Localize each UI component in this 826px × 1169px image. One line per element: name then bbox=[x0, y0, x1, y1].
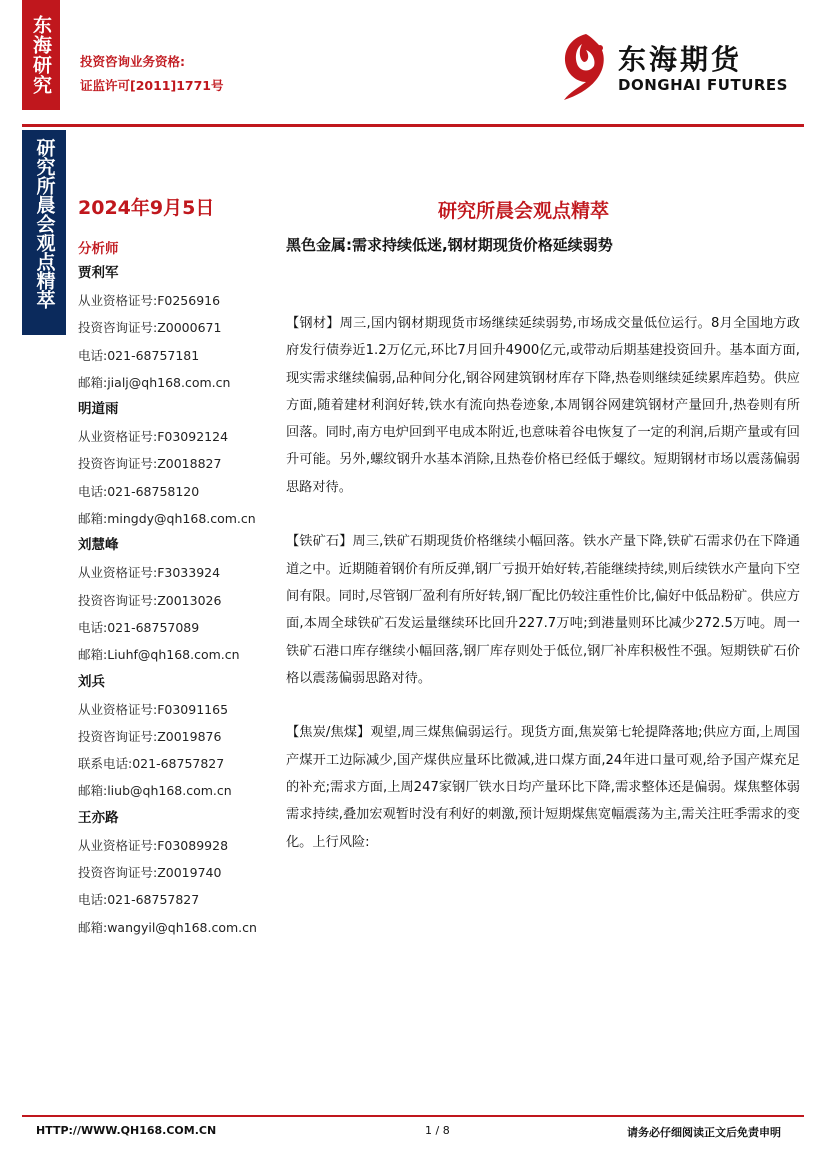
coke-coal-paragraph: 【焦炭/焦煤】观望,周三煤焦偏弱运行。现货方面,焦炭第七轮提降落地;供应方面,上周国产煤开工边际减少,国产煤供应量环比微减,进口煤方面,24年进口量可观,给予国产煤充足的补充;需求方面,上周247家钢厂铁水日均产量环比下降,需求整体还是偏弱。煤焦整体弱需求持续,叠加宏观暂时没有利好的刺激,预计短期煤焦宽幅震荡为主,需关注旺季需求的变化。上行风险: bbox=[286, 725, 800, 850]
analyst-email: 邮箱:mingdy@qh168.com.cn bbox=[78, 511, 256, 527]
analyst-consult-license: 投资咨询证号:Z0013026 bbox=[78, 592, 222, 608]
logo-chinese-name: 东海期货 bbox=[618, 43, 743, 76]
iron-ore-paragraph: 【铁矿石】周三,铁矿石期现货价格继续小幅回落。铁水产量下降,铁矿石需求仍在下降通道之中。近期随着钢价有所反弹,钢厂亏损开始好转,若能继续持续,则后续铁水产量向下空间有限。同时,尽管钢厂盈利有所好转,钢厂配比仍较注重性价比,偏好中低品粉矿。供应方面,本周全球铁矿石发运量继续环比回升227.7万吨;到港量则环比减少272.5万吨。周一铁矿石港口库存继续小幅回落,钢厂库存则处于低位,钢厂补库积极性不强。短期铁矿石价格以震荡偏弱思路对待。 bbox=[286, 534, 800, 686]
analyst-phone: 电话:021-68757827 bbox=[78, 892, 200, 908]
analyst-license: 从业资格证号:F0256916 bbox=[78, 293, 221, 308]
analyst-consult-license: 投资咨询证号:Z0000671 bbox=[78, 320, 222, 336]
analyst-phone: 电话:021-68757089 bbox=[78, 619, 200, 635]
analyst-card bbox=[78, 262, 278, 398]
page-title: 研究所晨会观点精萃 bbox=[438, 200, 610, 222]
report-body bbox=[286, 310, 800, 883]
analyst-name: 明道雨 bbox=[78, 401, 119, 418]
analyst-card bbox=[78, 671, 278, 807]
analyst-email: 邮箱:Liuhf@qh168.com.cn bbox=[78, 647, 240, 663]
analyst-license: 从业资格证号:F03092124 bbox=[78, 429, 229, 445]
steel-paragraph: 【钢材】周三,国内钢材期现货市场继续延续弱势,市场成交量低位运行。8月全国地方政府发行债券近1.2万亿元,环比7月回升4900亿元,或带动后期基建投资回升。基本面方面,现实需求继续偏弱,品种间分化,钢谷网建筑钢材库存下降,热卷则继续延续累库趋势。供应方面,随着建材利润好转,铁水有流向热卷迹象,本周钢谷网建筑钢材产量回升,热卷则有所回落。同时,南方电炉回到平电成本附近,也意味着谷电恢复了一定的利润,后期产量或有回升可能。另外,螺纹钢升水基本消除,且热卷价格已经低于螺纹。短期钢材市场以震荡偏弱思路对待。 bbox=[286, 316, 800, 495]
footer-divider bbox=[22, 1115, 804, 1117]
analyst-heading: 分析师 bbox=[78, 241, 119, 257]
analyst-phone: 电话:021-68757181 bbox=[78, 347, 200, 363]
analyst-license: 从业资格证号:F3033924 bbox=[78, 565, 221, 581]
report-date: 2024年9月5日 bbox=[78, 197, 215, 219]
analyst-phone: 电话:021-68758120 bbox=[78, 483, 200, 499]
page-number: 1 / 8 bbox=[425, 1124, 450, 1137]
analyst-card bbox=[78, 398, 278, 534]
sidebar-label: 研究所晨会观点精萃 bbox=[22, 130, 66, 335]
analyst-list bbox=[78, 262, 278, 943]
header-divider bbox=[22, 124, 804, 127]
credential-line-1: 投资咨询业务资格: bbox=[80, 54, 185, 69]
logo-dragon-icon bbox=[556, 30, 614, 108]
logo-english-name: DONGHAI FUTURES bbox=[618, 76, 788, 94]
analyst-email: 邮箱:wangyil@qh168.com.cn bbox=[78, 919, 257, 935]
analyst-card bbox=[78, 807, 278, 943]
analyst-email: 邮箱:liub@qh168.com.cn bbox=[78, 783, 232, 799]
page-subtitle: 黑色金属:需求持续低迷,钢材期现货价格延续弱势 bbox=[286, 236, 613, 254]
footer-disclaimer: 请务必仔细阅读正文后免责申明 bbox=[627, 1126, 781, 1139]
research-badge: 东海研究 bbox=[22, 0, 60, 110]
analyst-name: 王亦路 bbox=[78, 809, 119, 826]
analyst-name: 刘慧峰 bbox=[78, 537, 119, 554]
analyst-email: 邮箱:jialj@qh168.com.cn bbox=[78, 374, 231, 390]
analyst-card bbox=[78, 534, 278, 670]
analyst-phone: 联系电话:021-68757827 bbox=[78, 756, 225, 772]
analyst-license: 从业资格证号:F03091165 bbox=[78, 701, 229, 717]
analyst-license: 从业资格证号:F03089928 bbox=[78, 837, 229, 853]
analyst-name: 刘兵 bbox=[78, 673, 105, 690]
analyst-consult-license: 投资咨询证号:Z0018827 bbox=[78, 456, 222, 472]
credential-line-2: 证监许可[2011]1771号 bbox=[80, 78, 224, 93]
analyst-name: 贾利军 bbox=[78, 265, 119, 281]
analyst-consult-license: 投资咨询证号:Z0019876 bbox=[78, 728, 222, 744]
footer-url[interactable]: HTTP://WWW.QH168.COM.CN bbox=[36, 1124, 217, 1137]
analyst-consult-license: 投资咨询证号:Z0019740 bbox=[78, 865, 222, 881]
